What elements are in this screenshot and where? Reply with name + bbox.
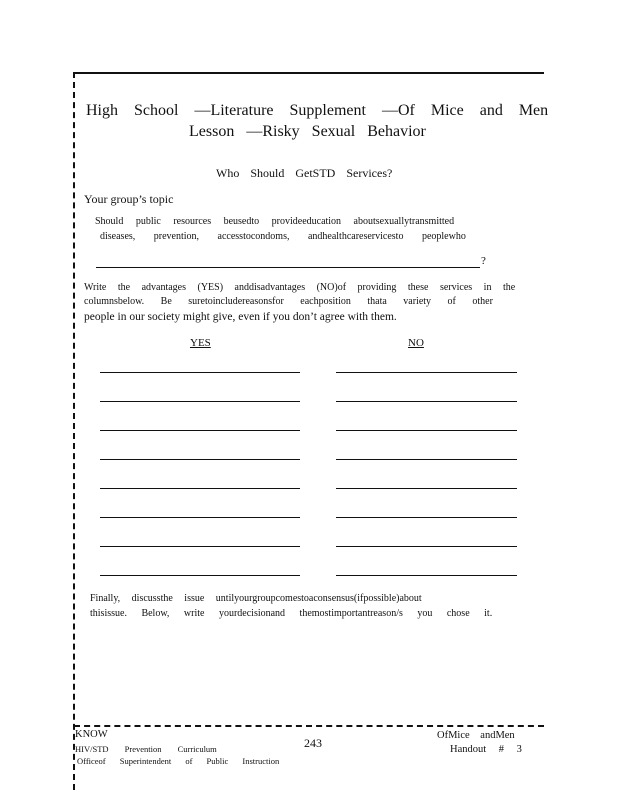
yes-answer-line[interactable] — [100, 430, 300, 431]
yes-answer-line[interactable] — [100, 575, 300, 576]
top-border — [74, 72, 544, 74]
instructions-line3: people in our society might give, even if you don’t agree with them. — [84, 311, 397, 323]
no-answer-line[interactable] — [336, 372, 517, 373]
finally-line2: thisissue. Below, write yourdecisionand themostimportantreason/s you chose it. — [90, 608, 493, 619]
topic-question-line1: Should public resources beusedto provideeducation aboutsexuallytransmitted — [95, 216, 455, 227]
no-answer-line[interactable] — [336, 546, 517, 547]
no-answer-line[interactable] — [336, 401, 517, 402]
instructions-line2: columnsbelow. Be suretoincludereasonsfor eachposition thata variety of other — [84, 296, 493, 307]
left-border — [73, 72, 75, 790]
footer-office: Officeof Superintendent of Public Instruction — [77, 756, 280, 766]
footer-know: KNOW — [75, 729, 108, 740]
no-column-header: NO — [408, 337, 424, 349]
topic-answer-line[interactable] — [96, 267, 480, 268]
footer-unit: OfMice andMen — [437, 730, 515, 741]
yes-column-header: YES — [190, 337, 211, 349]
yes-answer-line[interactable] — [100, 459, 300, 460]
footer-program: HIV/STD Prevention Curriculum — [75, 744, 217, 754]
bottom-border — [74, 725, 544, 727]
yes-answer-line[interactable] — [100, 488, 300, 489]
topic-label: Your group’s topic — [84, 192, 174, 206]
yes-answer-line[interactable] — [100, 517, 300, 518]
page-title-line1: High School —Literature Supplement —Of Mice and Men — [86, 102, 549, 119]
page-title-line2: Lesson —Risky Sexual Behavior — [189, 123, 426, 140]
instructions-line1: Write the advantages (YES) anddisadvantages (NO)of providing these services in the — [84, 282, 516, 293]
yes-answer-line[interactable] — [100, 401, 300, 402]
topic-question-line2: diseases, prevention, accesstocondoms, andhealthcareservicesto peoplewho — [100, 231, 466, 242]
page-number: 243 — [304, 736, 322, 750]
yes-answer-line[interactable] — [100, 546, 300, 547]
footer-handout: Handout # 3 — [450, 744, 522, 755]
no-answer-line[interactable] — [336, 575, 517, 576]
yes-answer-line[interactable] — [100, 372, 300, 373]
no-answer-line[interactable] — [336, 517, 517, 518]
question-mark: ? — [481, 255, 486, 267]
no-answer-line[interactable] — [336, 488, 517, 489]
finally-line1: Finally, discussthe issue untilyourgroupcomestoaconsensus(ifpossible)about — [90, 593, 422, 604]
no-answer-line[interactable] — [336, 430, 517, 431]
page-subtitle: Who Should GetSTD Services? — [216, 166, 393, 180]
no-answer-line[interactable] — [336, 459, 517, 460]
